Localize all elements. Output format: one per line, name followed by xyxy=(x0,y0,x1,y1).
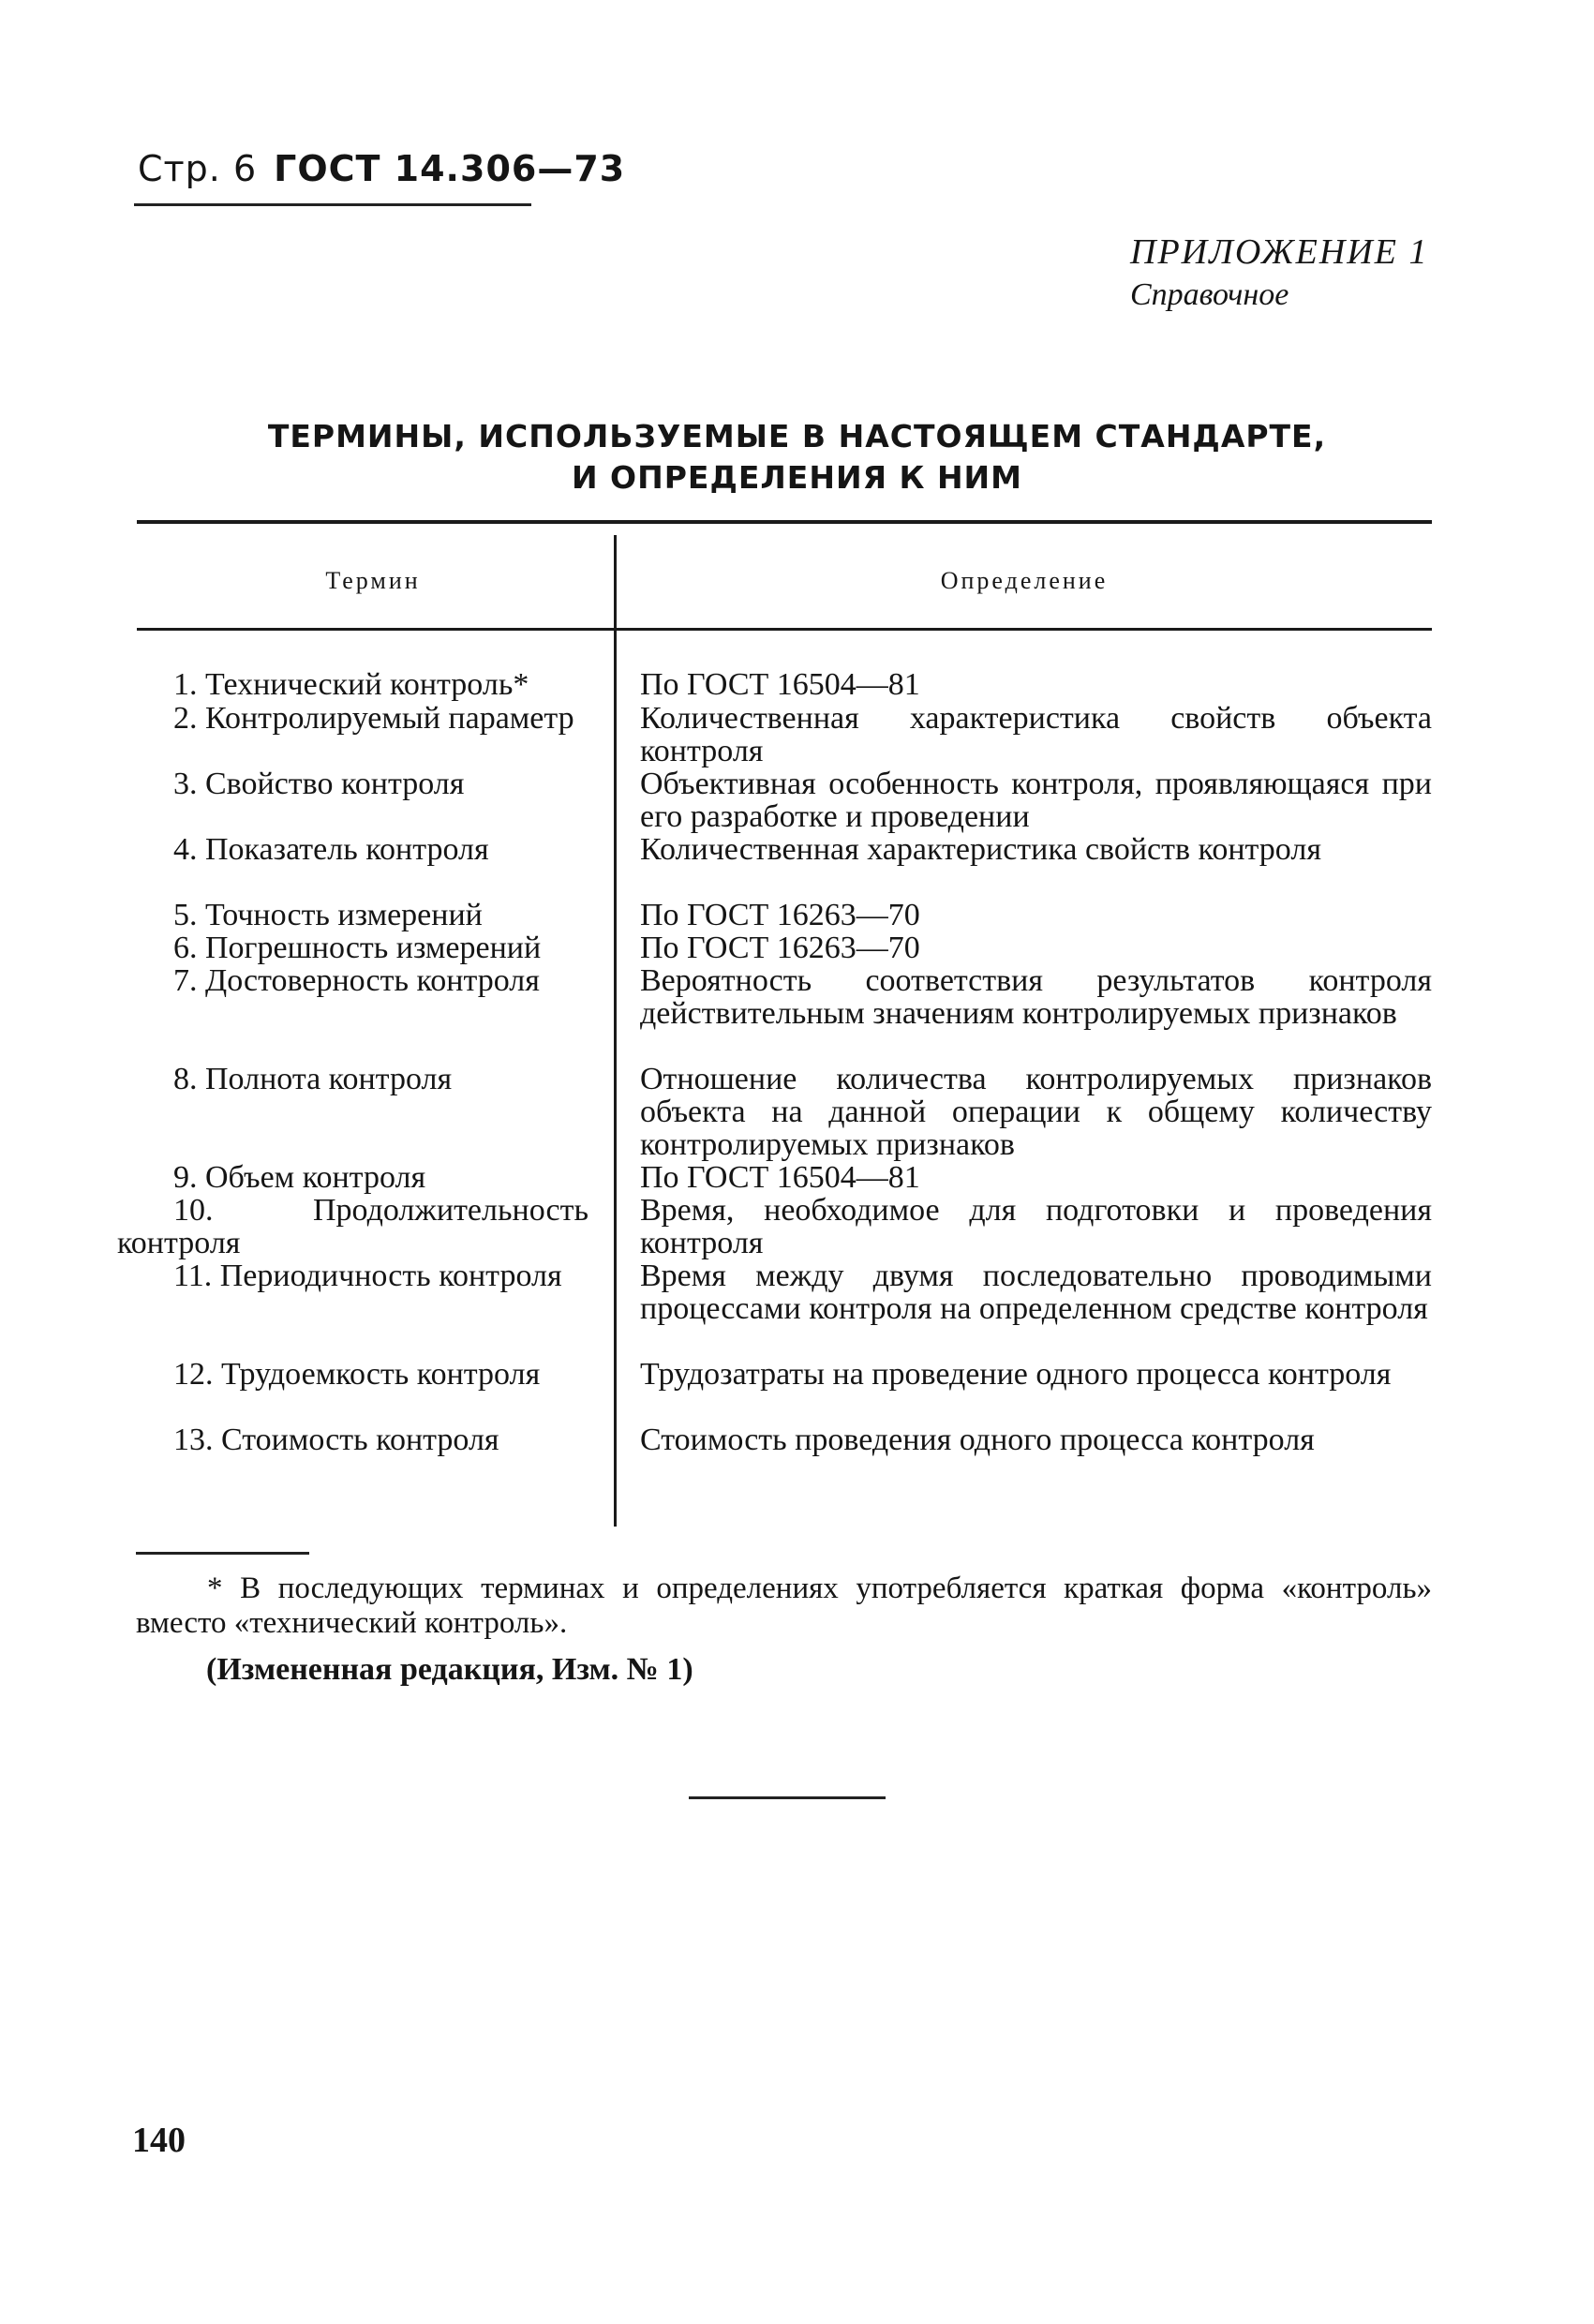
term-cell: 11. Периодичность контроля xyxy=(173,1259,562,1293)
definition-cell: По ГОСТ 16504—81 xyxy=(640,1160,920,1195)
page-label: Стр. 6 xyxy=(138,148,258,189)
term-cell: 7. Достоверность контроля xyxy=(173,963,540,998)
page-number: 140 xyxy=(132,2121,186,2160)
term-cell: 4. Показатель контроля xyxy=(173,832,489,867)
term-cell: 8. Полнота контроля xyxy=(173,1062,453,1096)
definition-cell: Вероятность соответствия результатов контроля действительным значениям контролируемых признаков xyxy=(640,963,1432,1031)
header-rule xyxy=(134,203,531,206)
section-title-line-1: ТЕРМИНЫ, ИСПОЛЬЗУЕМЫЕ В НАСТОЯЩЕМ СТАНДАРТЕ, xyxy=(267,418,1327,454)
appendix-subtitle: Справочное xyxy=(1130,277,1289,312)
term-cell: 10. Продолжительность контроля xyxy=(117,1193,588,1260)
definition-cell: Количественная характеристика свойств объекта контроля xyxy=(640,701,1432,768)
definition-cell: Количественная характеристика свойств контроля xyxy=(640,832,1321,867)
term-cell: 9. Объем контроля xyxy=(173,1160,426,1195)
term-cell: 2. Контролируемый параметр xyxy=(173,701,574,736)
definition-cell: По ГОСТ 16263—70 xyxy=(640,898,920,932)
definition-cell: Отношение количества контролируемых признаков объекта на данной операции к общему количеству контролируемых признаков xyxy=(640,1062,1432,1162)
appendix-title: ПРИЛОЖЕНИЕ 1 xyxy=(1130,232,1429,272)
term-cell: 1. Технический контроль* xyxy=(173,667,529,702)
definition-cell: Трудозатраты на проведение одного процесса контроля xyxy=(640,1357,1392,1392)
column-divider xyxy=(614,535,617,1527)
section-title-line-2: И ОПРЕДЕЛЕНИЯ К НИМ xyxy=(571,459,1023,496)
column-header-definition: Определение xyxy=(940,567,1109,594)
term-cell: 3. Свойство контроля xyxy=(173,767,465,801)
definition-cell: Время между двумя последовательно проводимыми процессами контроля на определенном средстве контроля xyxy=(640,1259,1432,1326)
table-header-rule xyxy=(137,628,1432,631)
definition-cell: Стоимость проведения одного процесса контроля xyxy=(640,1423,1315,1457)
footnote: * В последующих терминах и определениях употребляется краткая форма «контроль» вместо «технический контроль». xyxy=(136,1572,1432,1640)
definition-cell: Время, необходимое для подготовки и проведения контроля xyxy=(640,1193,1432,1260)
term-cell: 12. Трудоемкость контроля xyxy=(173,1357,541,1392)
definition-cell: Объективная особенность контроля, проявляющаяся при его разработке и проведении xyxy=(640,767,1432,834)
definition-cell: По ГОСТ 16263—70 xyxy=(640,931,920,965)
page-header xyxy=(138,148,625,189)
end-rule xyxy=(689,1796,886,1799)
term-cell: 6. Погрешность измерений xyxy=(173,931,542,965)
footnote-rule xyxy=(136,1552,309,1555)
definition-cell: По ГОСТ 16504—81 xyxy=(640,667,920,702)
term-cell: 13. Стоимость контроля xyxy=(173,1423,499,1457)
term-cell: 5. Точность измерений xyxy=(173,898,483,932)
table-top-rule xyxy=(137,520,1432,524)
revision-note: (Измененная редакция, Изм. № 1) xyxy=(206,1652,693,1687)
standard-number: ГОСТ 14.306—73 xyxy=(274,148,626,189)
column-header-term: Термин xyxy=(325,567,421,594)
